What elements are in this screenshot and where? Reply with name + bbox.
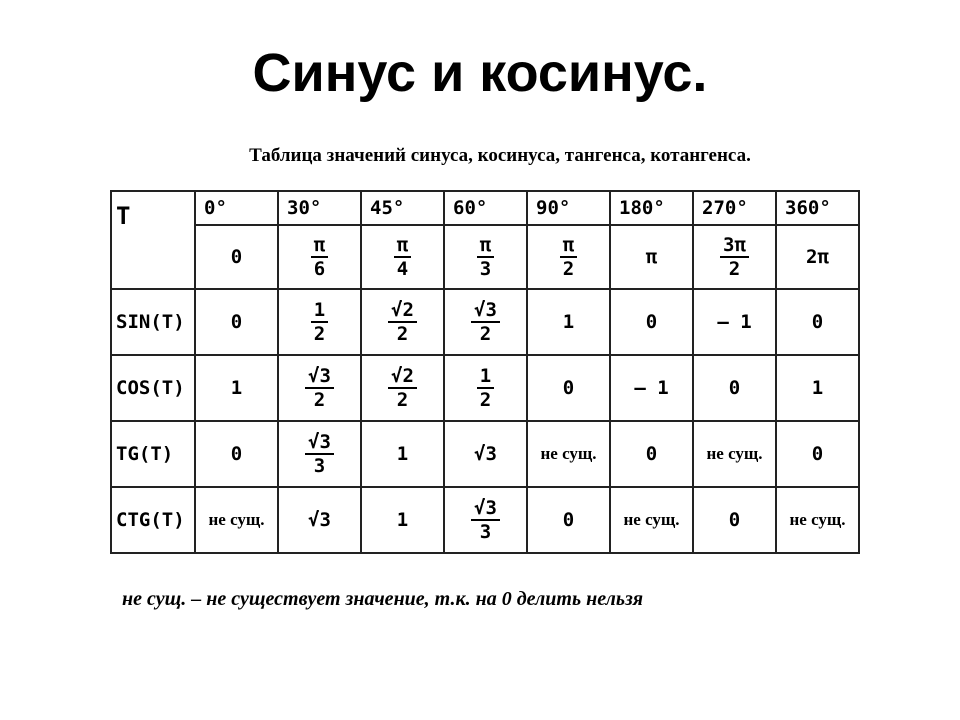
cell-value: – 1 bbox=[634, 377, 669, 399]
degree-header bbox=[195, 191, 278, 225]
function-name: COS(T) bbox=[116, 377, 185, 399]
footnote: не сущ. – не существует значение, т.к. на 0 делить нельзя bbox=[122, 588, 644, 610]
cell-value: 0 bbox=[811, 443, 824, 465]
arg-label: T bbox=[116, 202, 131, 230]
degree-label: 180° bbox=[619, 197, 665, 219]
fraction-denominator: 3 bbox=[479, 258, 492, 280]
fraction bbox=[388, 365, 417, 411]
cell-value: 0 bbox=[728, 509, 741, 531]
table-row bbox=[111, 355, 859, 421]
cell-value: π bbox=[645, 246, 658, 268]
table-cell bbox=[776, 289, 859, 355]
table-cell bbox=[278, 487, 361, 553]
fraction-denominator: 3 bbox=[313, 455, 326, 477]
degree-header bbox=[776, 191, 859, 225]
cell-value: 0 bbox=[645, 443, 658, 465]
page-title: Синус и косинус. bbox=[252, 43, 708, 103]
degree-label: 90° bbox=[536, 197, 571, 219]
table-cell bbox=[693, 289, 776, 355]
fraction-numerator: √2 bbox=[388, 365, 417, 389]
fraction bbox=[311, 234, 328, 280]
cell-value: 1 bbox=[562, 311, 575, 333]
fraction-denominator: 2 bbox=[479, 323, 492, 345]
degree-header bbox=[278, 191, 361, 225]
fraction-numerator: 1 bbox=[477, 365, 494, 389]
table-cell bbox=[278, 355, 361, 421]
cell-value: 0 bbox=[562, 509, 575, 531]
fraction bbox=[471, 299, 500, 345]
degree-label: 45° bbox=[370, 197, 405, 219]
table-cell bbox=[444, 421, 527, 487]
cell-value: не сущ. bbox=[789, 510, 846, 529]
table-cell bbox=[776, 487, 859, 553]
cell-value: – 1 bbox=[717, 311, 752, 333]
fraction bbox=[477, 234, 494, 280]
fraction bbox=[471, 497, 500, 543]
radian-header bbox=[776, 225, 859, 289]
radian-header bbox=[278, 225, 361, 289]
table-cell bbox=[610, 289, 693, 355]
fraction bbox=[311, 299, 328, 345]
table-cell bbox=[527, 289, 610, 355]
function-name: SIN(T) bbox=[116, 311, 185, 333]
degree-label: 0° bbox=[204, 197, 227, 219]
fraction bbox=[720, 234, 749, 280]
cell-value: √3 bbox=[474, 443, 497, 465]
table-cell bbox=[527, 355, 610, 421]
table-cell bbox=[610, 487, 693, 553]
fraction-denominator: 2 bbox=[728, 258, 741, 280]
cell-value: 2π bbox=[806, 246, 829, 268]
table-cell bbox=[776, 355, 859, 421]
fraction-numerator: π bbox=[560, 234, 577, 258]
fraction-denominator: 6 bbox=[313, 258, 326, 280]
table-cell bbox=[527, 487, 610, 553]
fraction-numerator: π bbox=[311, 234, 328, 258]
cell-value: 0 bbox=[230, 246, 243, 268]
fraction-numerator: √3 bbox=[305, 431, 334, 455]
table-cell bbox=[361, 487, 444, 553]
function-label bbox=[111, 289, 195, 355]
radian-header bbox=[195, 225, 278, 289]
table-cell bbox=[195, 289, 278, 355]
table-cell bbox=[693, 355, 776, 421]
fraction-numerator: √2 bbox=[388, 299, 417, 323]
cell-value: не сущ. bbox=[540, 444, 597, 463]
fraction-denominator: 2 bbox=[479, 389, 492, 411]
cell-value: не сущ. bbox=[706, 444, 763, 463]
radian-header bbox=[693, 225, 776, 289]
fraction-numerator: 3π bbox=[720, 234, 749, 258]
table-cell bbox=[278, 421, 361, 487]
fraction-numerator: π bbox=[394, 234, 411, 258]
cell-value: 0 bbox=[728, 377, 741, 399]
cell-value: 0 bbox=[811, 311, 824, 333]
cell-value: 0 bbox=[230, 311, 243, 333]
fraction-numerator: 1 bbox=[311, 299, 328, 323]
table-cell bbox=[195, 487, 278, 553]
degree-label: 270° bbox=[702, 197, 748, 219]
fraction bbox=[477, 365, 494, 411]
table-caption: Таблица значений синуса, косинуса, тангенса, котангенса. bbox=[249, 145, 751, 166]
fraction bbox=[560, 234, 577, 280]
fraction bbox=[305, 365, 334, 411]
table-cell bbox=[444, 355, 527, 421]
fraction bbox=[388, 299, 417, 345]
function-label bbox=[111, 421, 195, 487]
cell-value: 0 bbox=[230, 443, 243, 465]
degree-header bbox=[610, 191, 693, 225]
function-label bbox=[111, 487, 195, 553]
function-name: TG(T) bbox=[116, 443, 174, 465]
degree-header bbox=[693, 191, 776, 225]
degree-label: 30° bbox=[287, 197, 322, 219]
trig-values-table bbox=[110, 190, 860, 554]
fraction-denominator: 2 bbox=[396, 323, 409, 345]
function-name: CTG(T) bbox=[116, 509, 185, 531]
table-cell bbox=[444, 487, 527, 553]
table-row bbox=[111, 421, 859, 487]
cell-value: 1 bbox=[396, 443, 409, 465]
fraction-denominator: 2 bbox=[313, 389, 326, 411]
table-cell bbox=[610, 421, 693, 487]
table-cell bbox=[361, 355, 444, 421]
table-cell bbox=[444, 289, 527, 355]
fraction-denominator: 3 bbox=[479, 521, 492, 543]
table-cell bbox=[195, 355, 278, 421]
radian-header bbox=[361, 225, 444, 289]
cell-value: 0 bbox=[562, 377, 575, 399]
degree-header bbox=[361, 191, 444, 225]
table-cell bbox=[527, 421, 610, 487]
fraction-denominator: 2 bbox=[562, 258, 575, 280]
cell-value: 0 bbox=[645, 311, 658, 333]
fraction-numerator: √3 bbox=[471, 299, 500, 323]
fraction-denominator: 2 bbox=[396, 389, 409, 411]
cell-value: 1 bbox=[811, 377, 824, 399]
cell-value: 1 bbox=[230, 377, 243, 399]
table-cell bbox=[693, 487, 776, 553]
table-cell bbox=[361, 289, 444, 355]
cell-value: не сущ. bbox=[208, 510, 265, 529]
fraction-numerator: √3 bbox=[471, 497, 500, 521]
fraction bbox=[305, 431, 334, 477]
fraction-denominator: 4 bbox=[396, 258, 409, 280]
table-row bbox=[111, 487, 859, 553]
table-cell bbox=[693, 421, 776, 487]
table-cell bbox=[278, 289, 361, 355]
fraction bbox=[394, 234, 411, 280]
table-cell bbox=[361, 421, 444, 487]
fraction-numerator: π bbox=[477, 234, 494, 258]
radian-header bbox=[527, 225, 610, 289]
table-row bbox=[111, 289, 859, 355]
table-cell bbox=[195, 421, 278, 487]
table-cell bbox=[610, 355, 693, 421]
degree-label: 60° bbox=[453, 197, 488, 219]
radian-header bbox=[610, 225, 693, 289]
cell-value: √3 bbox=[308, 509, 331, 531]
degree-label: 360° bbox=[785, 197, 831, 219]
radian-header bbox=[444, 225, 527, 289]
fraction-denominator: 2 bbox=[313, 323, 326, 345]
cell-value: 1 bbox=[396, 509, 409, 531]
table-cell bbox=[776, 421, 859, 487]
degree-header bbox=[444, 191, 527, 225]
degree-header bbox=[527, 191, 610, 225]
function-label bbox=[111, 355, 195, 421]
fraction-numerator: √3 bbox=[305, 365, 334, 389]
arg-header bbox=[111, 191, 195, 289]
cell-value: не сущ. bbox=[623, 510, 680, 529]
